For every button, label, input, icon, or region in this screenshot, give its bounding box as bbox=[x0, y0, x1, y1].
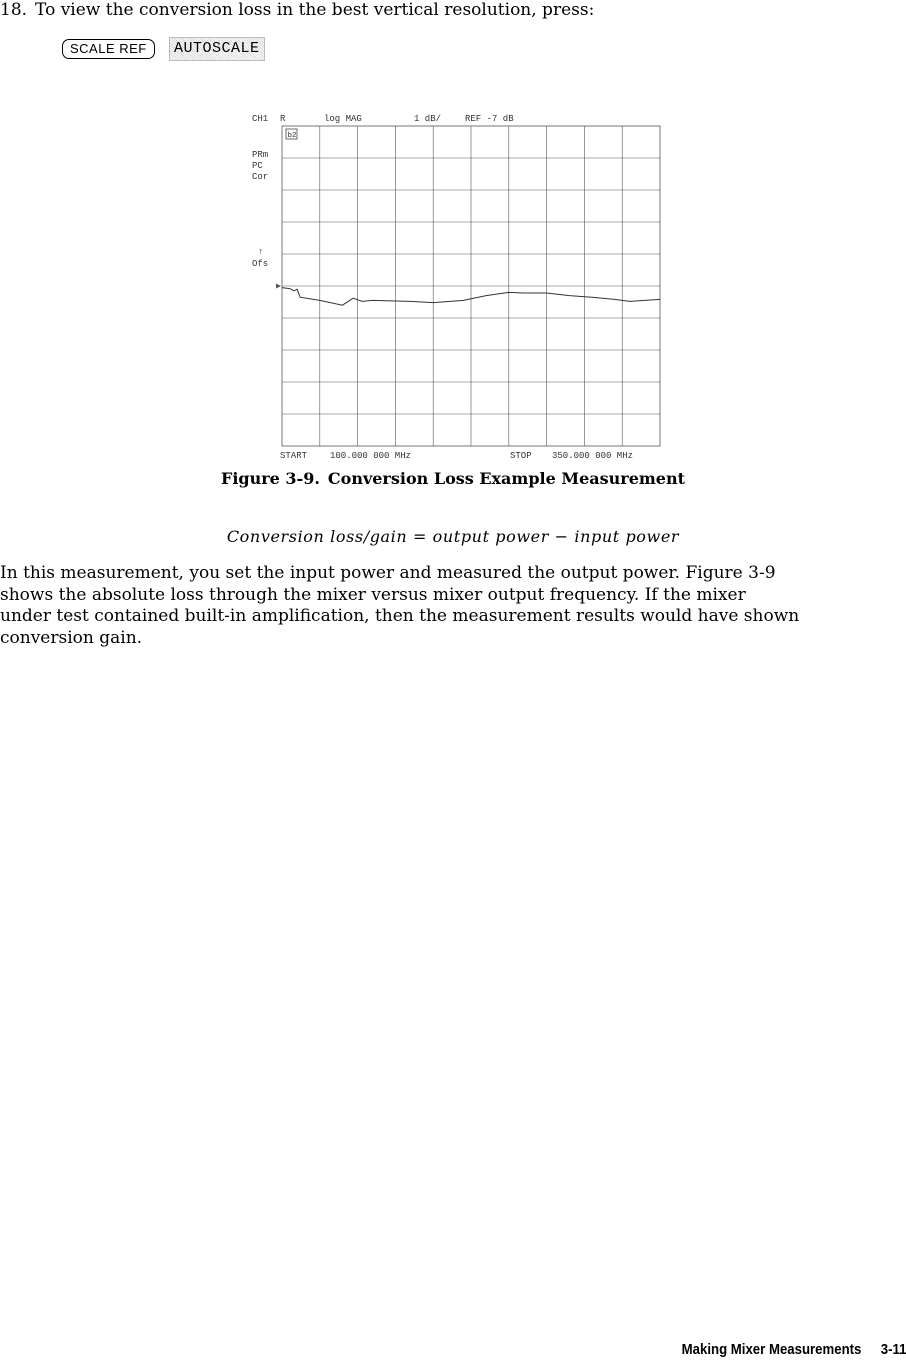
header-format: log MAG bbox=[324, 114, 362, 124]
start-frequency: 100.000 000 MHz bbox=[330, 451, 412, 461]
paragraph-line: conversion gain. bbox=[0, 627, 143, 648]
body-paragraph bbox=[0, 563, 890, 649]
annotation-ofs: Ofs bbox=[252, 259, 269, 269]
page-number: 3-11 bbox=[880, 1341, 906, 1358]
paragraph-line: under test contained built-in amplification, then the measurement results would have shown bbox=[0, 606, 800, 626]
marker-label: b2 bbox=[287, 132, 297, 140]
header-scale: 1 dB/ bbox=[414, 114, 442, 124]
annotation-prm: PRm bbox=[252, 150, 269, 160]
figure-caption bbox=[0, 469, 906, 488]
scale-ref-hardkey[interactable]: SCALE REF bbox=[62, 39, 155, 59]
stop-label: STOP bbox=[510, 451, 532, 461]
formula: Conversion loss/gain = output power − input power bbox=[226, 527, 680, 546]
header-channel: CH1 bbox=[252, 114, 269, 124]
analyzer-display bbox=[248, 108, 668, 468]
autoscale-softkey[interactable]: AUTOSCALE bbox=[169, 37, 265, 61]
stop-frequency: 350.000 000 MHz bbox=[552, 451, 634, 461]
start-label: START bbox=[280, 451, 308, 461]
step-18 bbox=[0, 0, 594, 20]
page-footer bbox=[681, 1341, 906, 1358]
step-number: 18. bbox=[0, 0, 28, 20]
reference-position-marker bbox=[276, 284, 281, 289]
annotation-pc: PC bbox=[252, 161, 263, 171]
graticule bbox=[282, 126, 660, 446]
annotation-cor: Cor bbox=[252, 172, 269, 182]
figure-title: Conversion Loss Example Measurement bbox=[327, 469, 686, 488]
paragraph-line: shows the absolute loss through the mixer versus mixer output frequency. If the mixer bbox=[0, 584, 746, 605]
offset-arrow-icon: ↑ bbox=[258, 247, 264, 257]
figure-number: Figure 3-9. bbox=[220, 469, 320, 488]
step-text: To view the conversion loss in the best vertical resolution, press: bbox=[35, 0, 595, 20]
footer-section: Making Mixer Measurements bbox=[681, 1341, 861, 1358]
paragraph-line: In this measurement, you set the input power and measured the output power. Figure 3-9 bbox=[0, 563, 776, 583]
header-measurement: R bbox=[280, 114, 286, 124]
header-reference: REF -7 dB bbox=[465, 114, 514, 124]
